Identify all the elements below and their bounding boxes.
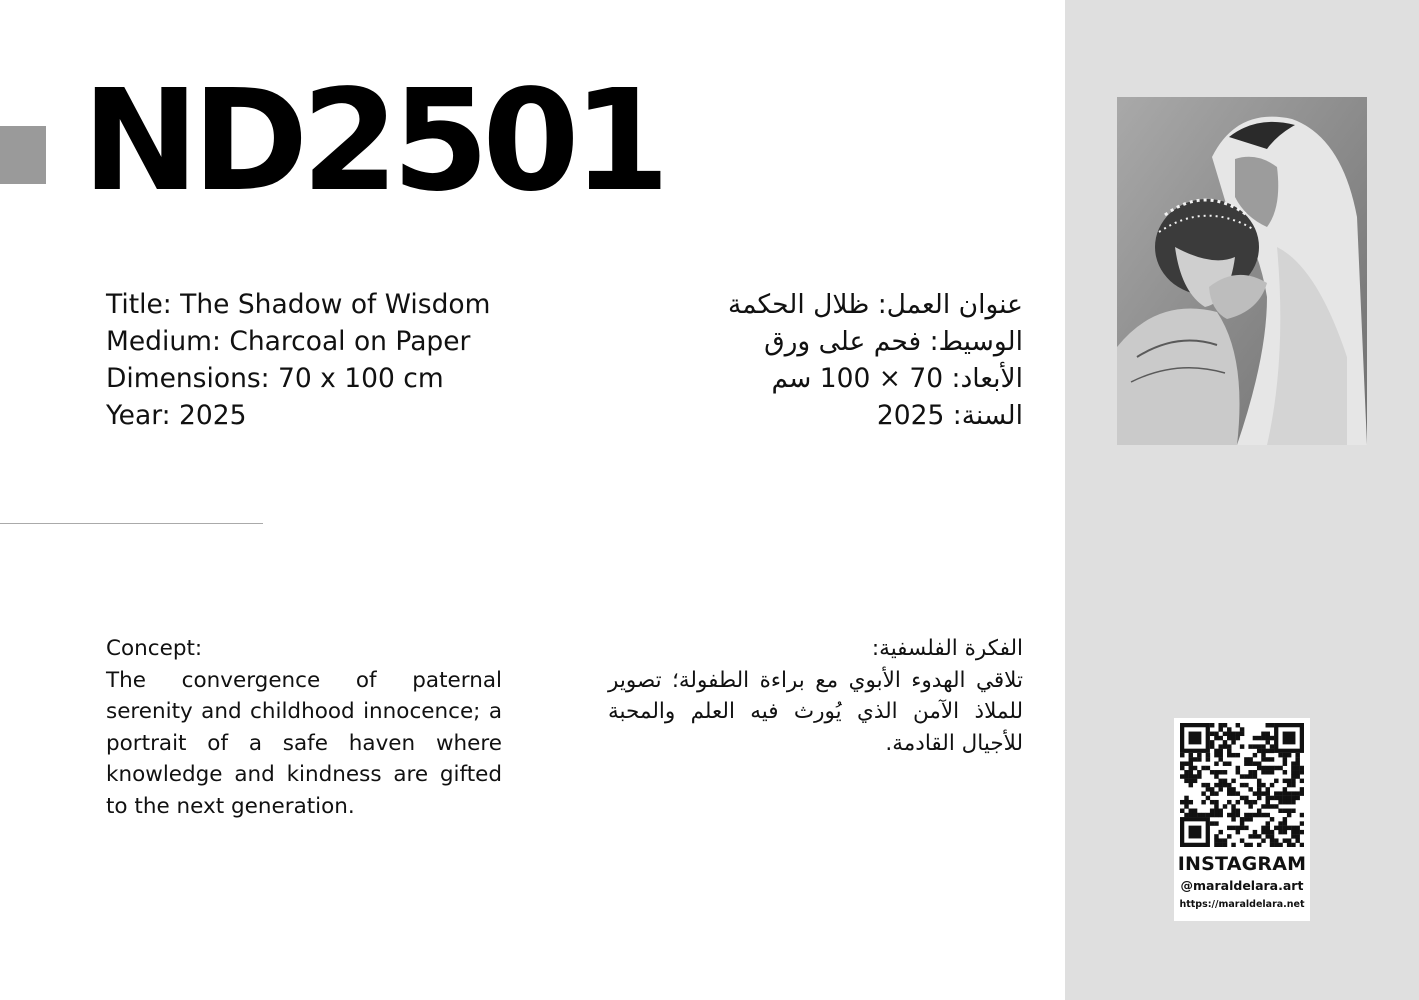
year-ar: السنة: 2025 [876, 400, 1023, 431]
instagram-handle[interactable]: @maraldelara.art [1180, 878, 1304, 893]
title-en: Title: The Shadow of Wisdom [106, 289, 491, 320]
qr-code-icon[interactable] [1180, 723, 1304, 847]
qr-title: INSTAGRAM [1177, 853, 1307, 875]
medium-ar: الوسيط: فحم على ورق [764, 326, 1023, 357]
artwork-code: ND2501 [82, 60, 664, 223]
concept-english [106, 633, 502, 822]
dimensions-en: Dimensions: 70 x 100 cm [106, 363, 444, 394]
instagram-qr-card [1174, 718, 1310, 921]
concept-text-ar: تلاقي الهدوء الأبوي مع براءة الطفولة؛ تصوير للملاذ الآمن الذي يُورث فيه العلم والمحبة للأجيال القادمة. [608, 667, 1023, 756]
concept-text-en: The convergence of paternal serenity and childhood innocence; a portrait of a safe haven where knowledge and kindness are gifted to the next generation. [106, 667, 502, 819]
concept-heading-en: Concept: [106, 636, 203, 661]
details-english [106, 286, 586, 434]
year-en: Year: 2025 [106, 400, 247, 431]
medium-en: Medium: Charcoal on Paper [106, 326, 471, 357]
title-ar: عنوان العمل: ظلال الحكمة [728, 289, 1023, 320]
accent-marker [0, 126, 46, 184]
website-url[interactable]: https://maraldelara.net [1179, 899, 1305, 910]
dimensions-ar: الأبعاد: 70 × 100 سم [771, 363, 1023, 394]
artwork-thumbnail [1117, 97, 1367, 445]
details-arabic [640, 286, 1023, 434]
concept-arabic [608, 633, 1023, 759]
divider-line [0, 523, 263, 524]
concept-heading-ar: الفكرة الفلسفية: [871, 636, 1023, 661]
charcoal-portrait-image [1117, 97, 1367, 445]
